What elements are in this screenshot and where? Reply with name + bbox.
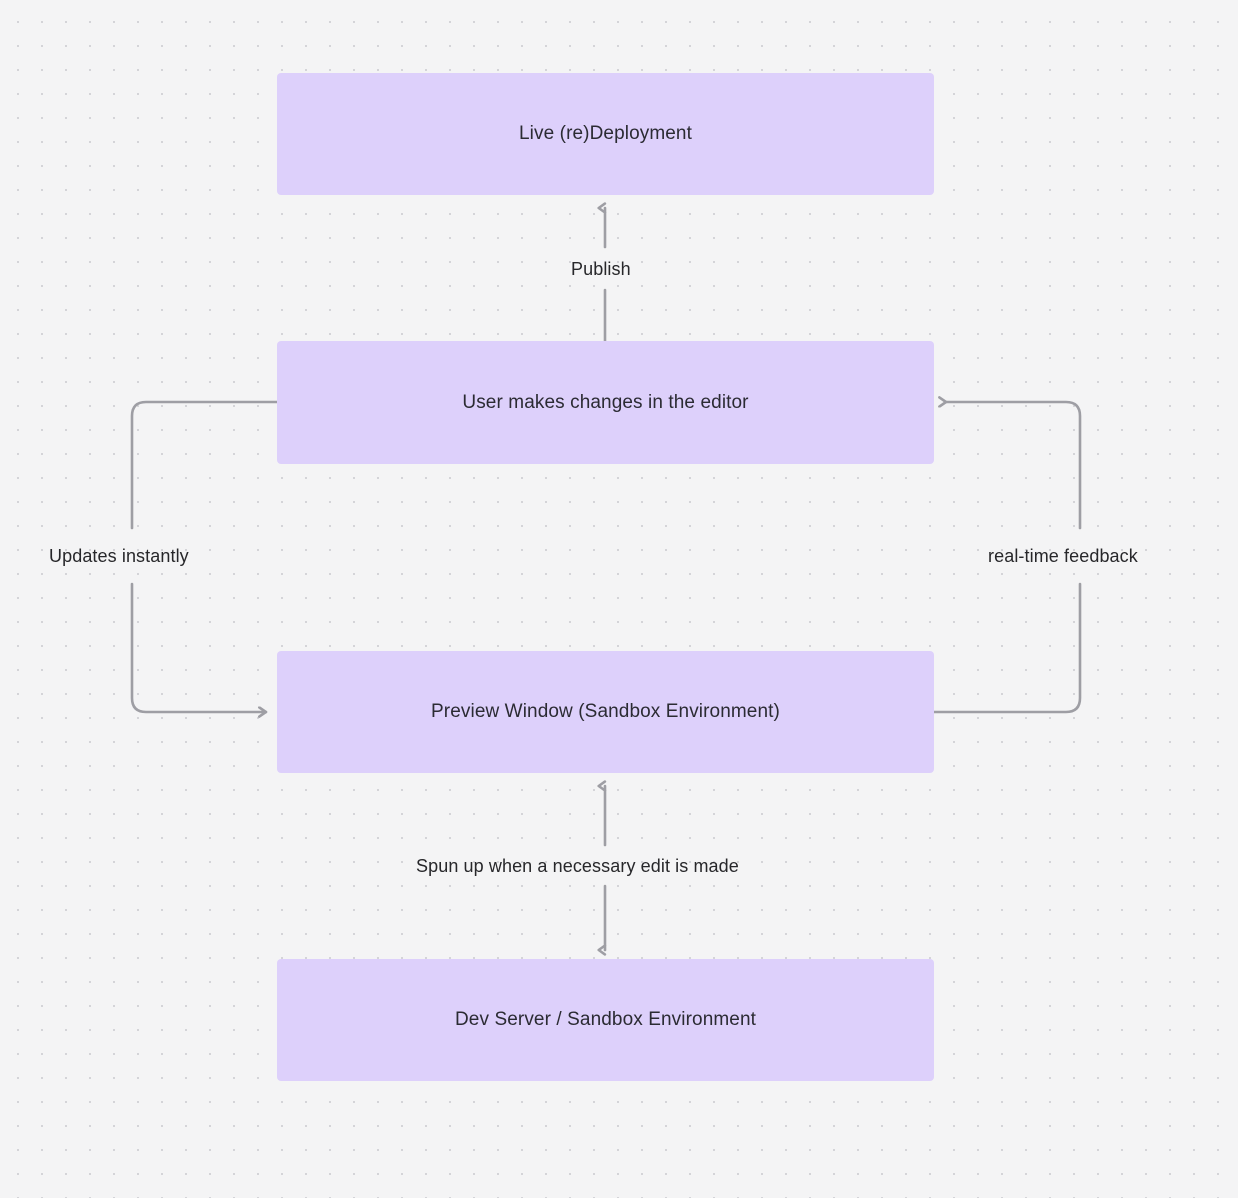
edge-label-updates-instantly: Updates instantly [49, 546, 189, 566]
node-label: Preview Window (Sandbox Environment) [431, 701, 780, 722]
node-user-makes-changes[interactable] [277, 341, 934, 464]
node-label: Live (re)Deployment [519, 123, 692, 144]
edge-label-spun-up: Spun up when a necessary edit is made [416, 856, 739, 876]
node-preview-window[interactable] [277, 651, 934, 773]
node-dev-server[interactable] [277, 959, 934, 1081]
edge-label-real-time-feedback: real-time feedback [988, 546, 1138, 566]
edge-label-publish: Publish [571, 259, 631, 279]
node-label: User makes changes in the editor [462, 391, 749, 413]
node-live-redeployment[interactable] [277, 73, 934, 195]
node-label: Dev Server / Sandbox Environment [454, 1009, 756, 1030]
